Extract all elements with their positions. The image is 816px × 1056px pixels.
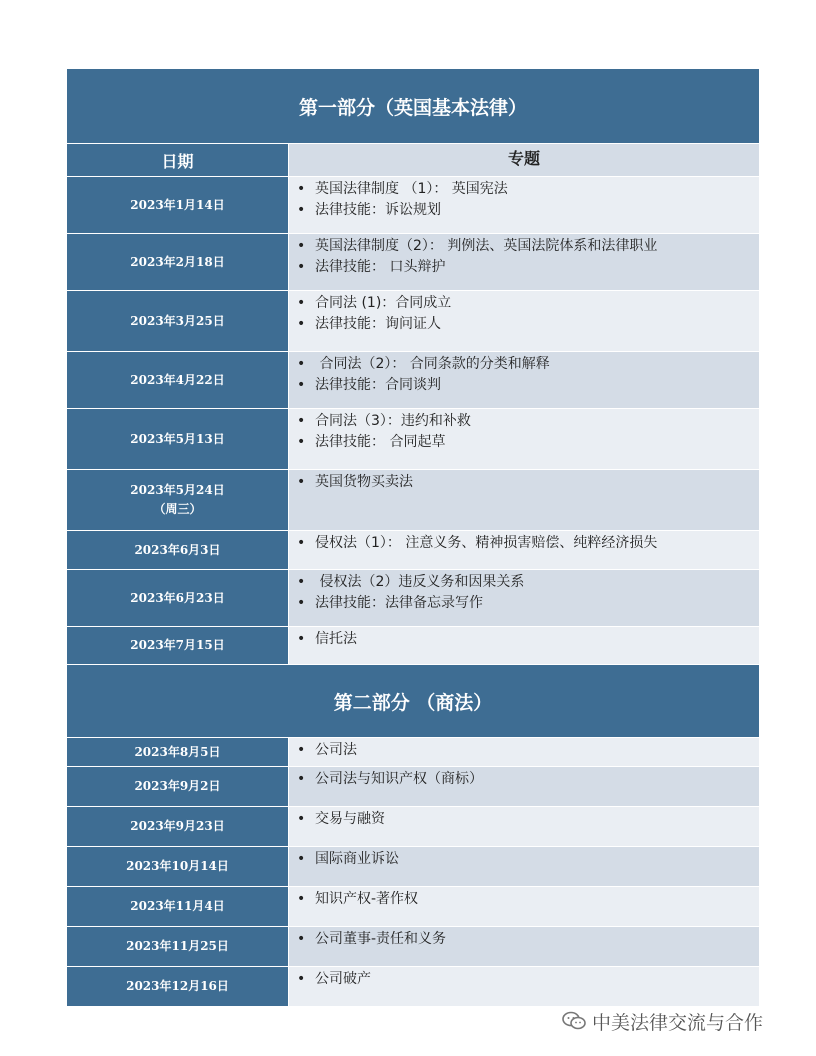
- date-cell: 2023年2月18日: [67, 234, 289, 290]
- watermark: [562, 1006, 763, 1036]
- topic-item: • 公司破产: [297, 969, 759, 990]
- schedule-row: [67, 352, 759, 409]
- date-cell: 2023年8月5日: [67, 738, 289, 766]
- schedule-row: [67, 627, 759, 665]
- part2-title: 第二部分 （商法）: [67, 665, 759, 738]
- topic-cell: [289, 807, 759, 846]
- topic-cell: [289, 967, 759, 1006]
- part1-title: 第一部分（英国基本法律）: [67, 69, 759, 144]
- topic-item: • 英国法律制度（2）： 判例法、英国法院体系和法律职业: [297, 236, 759, 257]
- topic-cell: [289, 738, 759, 766]
- date-cell: 2023年4月22日: [67, 352, 289, 408]
- topic-cell: [289, 470, 759, 530]
- schedule-row: [67, 291, 759, 352]
- schedule-row: [67, 847, 759, 887]
- topic-cell: [289, 352, 759, 408]
- part2-rows: [67, 738, 759, 1007]
- topic-item: • 英国货物买卖法: [297, 472, 759, 493]
- topic-item: • 侵权法（2）违反义务和因果关系: [297, 572, 759, 593]
- topic-item: • 知识产权-著作权: [297, 889, 759, 910]
- schedule-row: [67, 767, 759, 807]
- column-header-row: [67, 144, 759, 177]
- wechat-icon: [562, 1010, 586, 1032]
- date-cell: 2023年6月23日: [67, 570, 289, 626]
- schedule-row: [67, 927, 759, 967]
- topic-cell: [289, 291, 759, 351]
- topic-item: • 合同法（3）：违约和补救: [297, 411, 759, 432]
- schedule-row: [67, 531, 759, 570]
- date-cell: 2023年7月15日: [67, 627, 289, 664]
- date-column-header: 日期: [67, 144, 289, 176]
- date-cell: 2023年9月23日: [67, 807, 289, 846]
- topic-item: • 英国法律制度 （1）： 英国宪法: [297, 179, 759, 200]
- watermark-text: 中美法律交流与合作: [592, 1011, 764, 1034]
- date-cell: 2023年5月24日 （周三）: [67, 470, 289, 530]
- topic-cell: [289, 847, 759, 886]
- schedule-row: [67, 738, 759, 767]
- part1-rows: [67, 177, 759, 665]
- topic-cell: [289, 627, 759, 664]
- topic-cell: [289, 767, 759, 806]
- schedule-row: [67, 177, 759, 234]
- date-cell: 2023年3月25日: [67, 291, 289, 351]
- topic-item: • 信托法: [297, 629, 759, 650]
- topic-item: • 国际商业诉讼: [297, 849, 759, 870]
- topic-item: • 公司法与知识产权（商标）: [297, 769, 759, 790]
- topic-cell: [289, 570, 759, 626]
- topic-item: • 法律技能：询问证人: [297, 314, 759, 335]
- topic-item: • 交易与融资: [297, 809, 759, 830]
- topic-cell: [289, 234, 759, 290]
- schedule-row: [67, 470, 759, 531]
- date-cell: 2023年1月14日: [67, 177, 289, 233]
- date-cell: 2023年6月3日: [67, 531, 289, 569]
- schedule-table: [67, 69, 759, 1007]
- topic-cell: [289, 531, 759, 569]
- topic-item: • 法律技能： 合同起草: [297, 432, 759, 453]
- schedule-row: [67, 234, 759, 291]
- topic-cell: [289, 409, 759, 469]
- topic-item: • 法律技能：合同谈判: [297, 375, 759, 396]
- date-cell: 2023年12月16日: [67, 967, 289, 1006]
- schedule-row: [67, 409, 759, 470]
- topic-item: • 合同法 (1)：合同成立: [297, 293, 759, 314]
- topic-item: • 公司董事-责任和义务: [297, 929, 759, 950]
- date-cell: 2023年9月2日: [67, 767, 289, 806]
- schedule-row: [67, 807, 759, 847]
- date-cell: 2023年10月14日: [67, 847, 289, 886]
- topic-item: • 法律技能： 口头辩护: [297, 257, 759, 278]
- date-cell: 2023年11月4日: [67, 887, 289, 926]
- topic-item: • 侵权法（1）： 注意义务、精神损害赔偿、纯粹经济损失: [297, 533, 759, 554]
- topic-cell: [289, 887, 759, 926]
- schedule-row: [67, 570, 759, 627]
- schedule-row: [67, 967, 759, 1007]
- topic-item: • 合同法（2）： 合同条款的分类和解释: [297, 354, 759, 375]
- topic-item: • 法律技能：诉讼规划: [297, 200, 759, 221]
- topic-cell: [289, 927, 759, 966]
- schedule-row: [67, 887, 759, 927]
- topic-column-header: 专题: [289, 144, 759, 176]
- topic-cell: [289, 177, 759, 233]
- topic-item: • 公司法: [297, 740, 759, 761]
- date-cell: 2023年5月13日: [67, 409, 289, 469]
- topic-item: • 法律技能：法律备忘录写作: [297, 593, 759, 614]
- date-cell: 2023年11月25日: [67, 927, 289, 966]
